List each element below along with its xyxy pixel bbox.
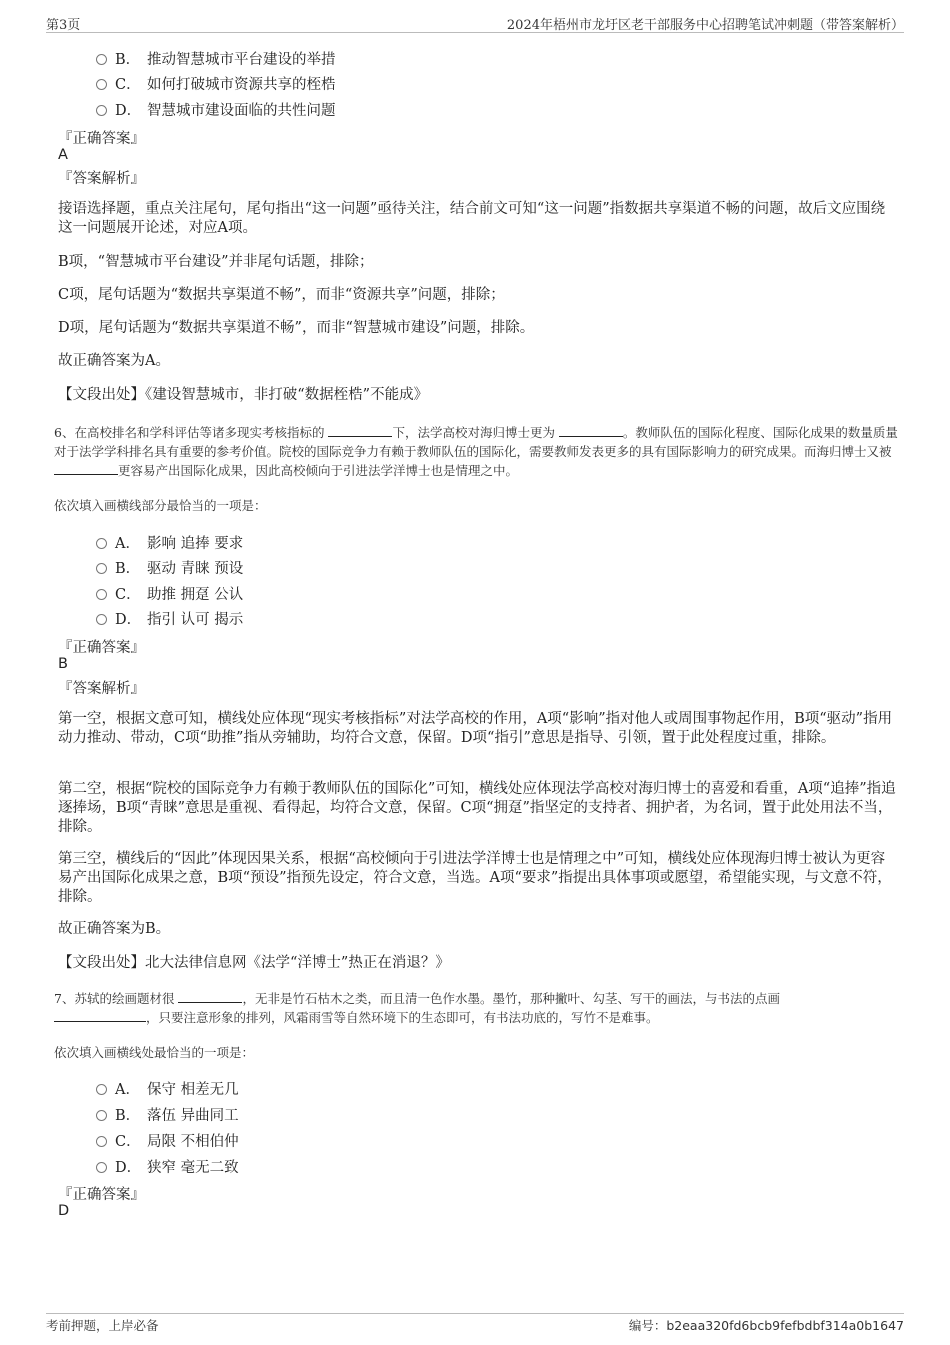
q7-answer-label: 『正确答案』 xyxy=(58,1187,145,1203)
q6-analysis-para: 故正确答案为B。 xyxy=(58,921,171,937)
q5-option-d[interactable]: D． 智慧城市建设面临的共性问题 xyxy=(96,99,336,119)
page-footer xyxy=(46,1313,904,1336)
q5-analysis-para: D项，尾句话题为“数据共享渠道不畅”，而非“智慧城市建设”问题，排除。 xyxy=(58,320,535,336)
radio-icon[interactable] xyxy=(96,538,107,549)
q6-option-b[interactable]: B． 驱动 青睐 预设 xyxy=(96,557,243,577)
q5-source: 【文段出处】《建设智慧城市，非打破“数据桎梏”不能成》 xyxy=(58,387,429,403)
page-number: 第3页 xyxy=(46,18,81,33)
q7-option-c[interactable]: C． 局限 不相伯仲 xyxy=(96,1130,239,1150)
document-code: 编号：b2eaa320fd6bcb9fefbdbf314a0b1647 xyxy=(628,1318,904,1333)
q5-option-c[interactable]: C． 如何打破城市资源共享的桎梏 xyxy=(96,73,336,93)
document-title: 2024年梧州市龙圩区老干部服务中心招聘笔试冲刺题（带答案解析） xyxy=(506,18,904,33)
q6-prompt: 依次填入画横线部分最恰当的一项是： xyxy=(54,498,267,513)
radio-icon[interactable] xyxy=(96,79,107,90)
radio-icon[interactable] xyxy=(96,1162,107,1173)
q5-analysis-para: B项，“智慧城市平台建设”并非尾句话题，排除； xyxy=(58,254,374,270)
q7-stem: 7、苏轼的绘画题材很 ，无非是竹石枯木之类，而且清一色作水墨。墨竹，那种撇叶、勾茎、写干的画法，与书法的点画 ，只要注意形象的排列，风霜雨雪等自然环境下的生态即可，有书法功底的，写竹不是难事。 xyxy=(54,991,780,1025)
q6-analysis-para: 第一空，根据文意可知，横线处应体现“现实考核指标”对法学高校的作用，A项“影响”指对他人或周围事物起作用，B项“驱动”指用动力推动、带动，C项“助推”指从旁辅助，均符合文意，保留。D项“指引”意思是指导、引领，置于此处程度过重，排除。 xyxy=(58,711,893,746)
q6-answer: B xyxy=(58,656,68,672)
footer-slogan: 考前押题，上岸必备 xyxy=(46,1318,159,1333)
q7-option-d[interactable]: D． 狭窄 毫无二致 xyxy=(96,1156,239,1176)
q7-prompt: 依次填入画横线处最恰当的一项是： xyxy=(54,1045,255,1060)
q5-analysis-label: 『答案解析』 xyxy=(58,171,145,187)
page-header xyxy=(46,14,904,33)
q6-option-d[interactable]: D． 指引 认可 揭示 xyxy=(96,608,243,628)
blank-line xyxy=(54,462,118,475)
radio-icon[interactable] xyxy=(96,614,107,625)
q7-option-b[interactable]: B． 落伍 异曲同工 xyxy=(96,1104,239,1124)
q5-option-b[interactable]: B． 推动智慧城市平台建设的举措 xyxy=(96,48,336,68)
q5-answer: A xyxy=(58,147,68,163)
blank-line xyxy=(54,1009,146,1022)
q5-answer-label: 『正确答案』 xyxy=(58,131,145,147)
q6-analysis-para: 第二空，根据“院校的国际竞争力有赖于教师队伍的国际化”可知，横线处应体现法学高校对海归博士的喜爱和看重，A项“追捧”指追逐捧场，B项“青睐”意思是重视、看得起，均符合文意，保留。C项“拥趸”指坚定的支持者、拥护者，为名词，置于此处用法不当，排除。 xyxy=(58,781,896,835)
q5-analysis-para: 接语选择题，重点关注尾句，尾句指出“这一问题”亟待关注，结合前文可知“这一问题”指数据共享渠道不畅的问题，故后文应围绕这一问题展开论述，对应A项。 xyxy=(58,201,886,236)
q6-option-a[interactable]: A． 影响 追捧 要求 xyxy=(96,532,243,552)
radio-icon[interactable] xyxy=(96,589,107,600)
blank-line xyxy=(178,990,242,1003)
q5-analysis-para: 故正确答案为A。 xyxy=(58,353,170,369)
radio-icon[interactable] xyxy=(96,1136,107,1147)
q6-analysis-label: 『答案解析』 xyxy=(58,681,145,697)
blank-line xyxy=(328,424,392,437)
q6-option-c[interactable]: C． 助推 拥趸 公认 xyxy=(96,583,243,603)
q6-stem: 6、在高校排名和学科评估等诸多现实考核指标的 下，法学高校对海归博士更为 。教师队伍的国际化程度、国际化成果的数量质量对于法学学科排名具有重要的参考价值。院校的国际竞争力有赖于教师队伍的国际化，需要教师发表更多的具有国际影响力的研究成果。而海归博士又被 更容易产出国际化成果，因此高校倾向于引进法学洋博士也是情理之中。 xyxy=(54,425,898,478)
q6-source: 【文段出处】北大法律信息网《法学“洋博士”热正在消退？》 xyxy=(58,955,450,971)
q6-answer-label: 『正确答案』 xyxy=(58,640,145,656)
radio-icon[interactable] xyxy=(96,54,107,65)
q6-analysis-para: 第三空，横线后的“因此”体现因果关系，根据“高校倾向于引进法学洋博士也是情理之中”可知，横线处应体现海归博士被认为更容易产出国际化成果之意，B项“预设”指预先设定，符合文意，当选。A项“要求”指提出具体事项或愿望，希望能实现，与文意不符，排除。 xyxy=(58,851,892,905)
radio-icon[interactable] xyxy=(96,1084,107,1095)
blank-line xyxy=(559,424,623,437)
radio-icon[interactable] xyxy=(96,563,107,574)
radio-icon[interactable] xyxy=(96,105,107,116)
q7-answer: D xyxy=(58,1203,70,1219)
q7-option-a[interactable]: A． 保守 相差无几 xyxy=(96,1078,239,1098)
radio-icon[interactable] xyxy=(96,1110,107,1121)
q5-analysis-para: C项，尾句话题为“数据共享渠道不畅”，而非“资源共享”问题，排除； xyxy=(58,287,505,303)
